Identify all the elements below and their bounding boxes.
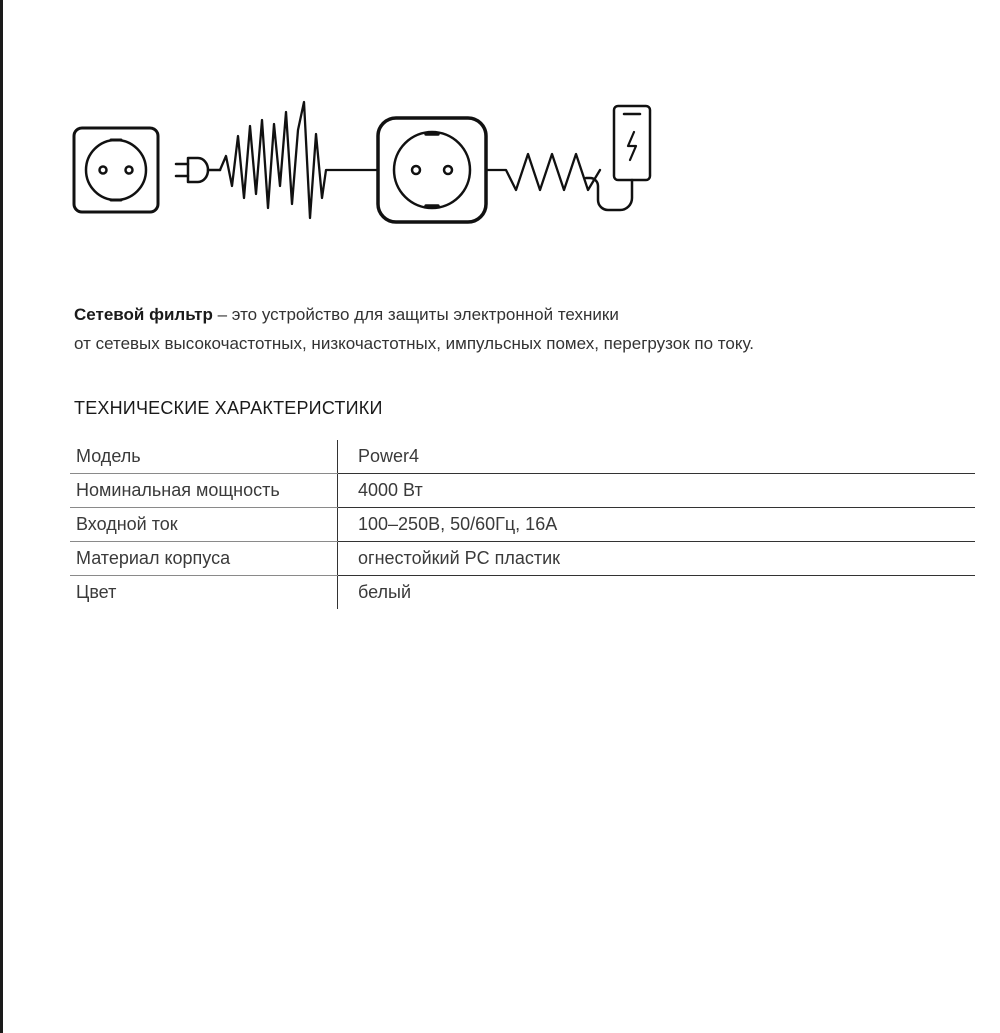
filtered-wave-icon [486, 154, 600, 190]
intro-paragraph [74, 300, 974, 358]
table-row [70, 440, 975, 474]
intro-line-1 [74, 300, 974, 329]
spec-value-power: 4000 Вт [338, 474, 976, 508]
specs-table [70, 440, 975, 609]
spec-value-material: огнестойкий PC пластик [338, 542, 976, 576]
noise-wave-icon [220, 102, 378, 218]
surge-protector-socket-icon [378, 118, 486, 222]
intro-line-2: от сетевых высокочастотных, низкочастотных, импульсных помех, перегрузок по току. [74, 334, 754, 353]
table-row [70, 542, 975, 576]
intro-term: Сетевой фильтр [74, 305, 213, 324]
phone-charging-icon [586, 106, 650, 210]
spec-key-color: Цвет [70, 576, 338, 610]
spec-key-input-current: Входной ток [70, 508, 338, 542]
spec-key-model: Модель [70, 440, 338, 474]
specs-title: ТЕХНИЧЕСКИЕ ХАРАКТЕРИСТИКИ [74, 398, 383, 418]
table-row [70, 576, 975, 610]
page-left-border [0, 0, 3, 1033]
spec-key-material: Материал корпуса [70, 542, 338, 576]
illustration-filter-diagram [60, 90, 680, 240]
spec-key-power: Номинальная мощность [70, 474, 338, 508]
spec-value-model: Power4 [338, 440, 976, 474]
intro-line-1-text: – это устройство для защиты электронной техники [212, 305, 619, 324]
plug-icon [176, 158, 220, 182]
spec-value-input-current: 100–250В, 50/60Гц, 16А [338, 508, 976, 542]
table-row [70, 508, 975, 542]
table-row [70, 474, 975, 508]
spec-value-color: белый [358, 582, 412, 602]
wall-socket-icon [74, 128, 158, 212]
